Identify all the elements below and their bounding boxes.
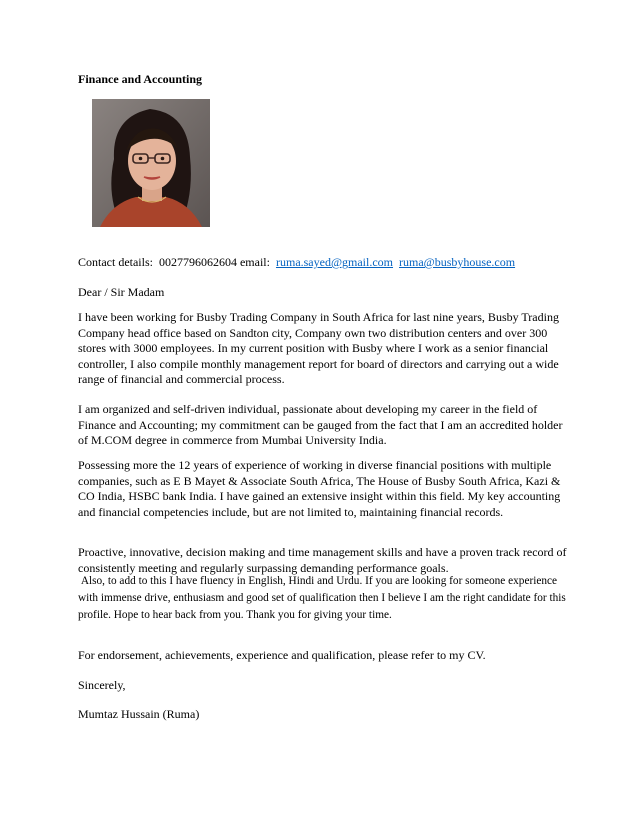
closing: Sincerely, bbox=[78, 678, 126, 692]
signature-name: Mumtaz Hussain (Ruma) bbox=[78, 707, 200, 721]
salutation: Dear / Sir Madam bbox=[78, 285, 165, 299]
paragraph-languages: Also, to add to this I have fluency in English, Hindi and Urdu. If you are looking for someone experience with immense drive, enthusiasm and good set of qualification then I believe I am the right candidate for this profile. Hope to hear back from you. Thank you for giving your time. bbox=[78, 575, 569, 621]
contact-details bbox=[78, 255, 568, 271]
paragraph-experience: I have been working for Busby Trading Company in South Africa for last nine years, Busby Trading Company head office based on Sandton city, Company own two distribution centers and over 300 stores with 3000 employees. In my current position with Busby where I work as a senior financial controller, I also compile monthly management report for board of directors and carrying out a wide range of financial and commercial process. bbox=[78, 310, 559, 386]
paragraph-skills: Proactive, innovative, decision making and time management skills and have a proven track record of consistently meeting and regularly surpassing demanding performance goals. bbox=[78, 545, 567, 575]
document-heading: Finance and Accounting bbox=[78, 72, 203, 86]
paragraph-education: I am organized and self-driven individual, passionate about developing my career in the field of Finance and Accounting; my commitment can be gauged from the fact that I am an accredited holder of M.COM degree in commerce from Mumbai University India. bbox=[78, 402, 563, 447]
profile-photo-image bbox=[92, 99, 210, 227]
contact-prefix: Contact details: 0027796062604 email: bbox=[78, 255, 276, 269]
email-link-work[interactable]: ruma@busbyhouse.com bbox=[399, 255, 516, 269]
paragraph-career-history: Possessing more the 12 years of experience of working in diverse financial positions with multiple companies, such as E B Mayet & Associate South Africa, The House of Busby South Africa, Kazi & CO India, HSBC bank India. I have gained an extensive insight within this field. My key accounting and financial competencies include, but are not limited to, maintaining financial records. bbox=[78, 458, 561, 519]
paragraph-endorsement: For endorsement, achievements, experience and qualification, please refer to my CV. bbox=[78, 648, 486, 662]
email-link-personal[interactable]: ruma.sayed@gmail.com bbox=[275, 255, 394, 269]
profile-photo bbox=[92, 99, 210, 227]
